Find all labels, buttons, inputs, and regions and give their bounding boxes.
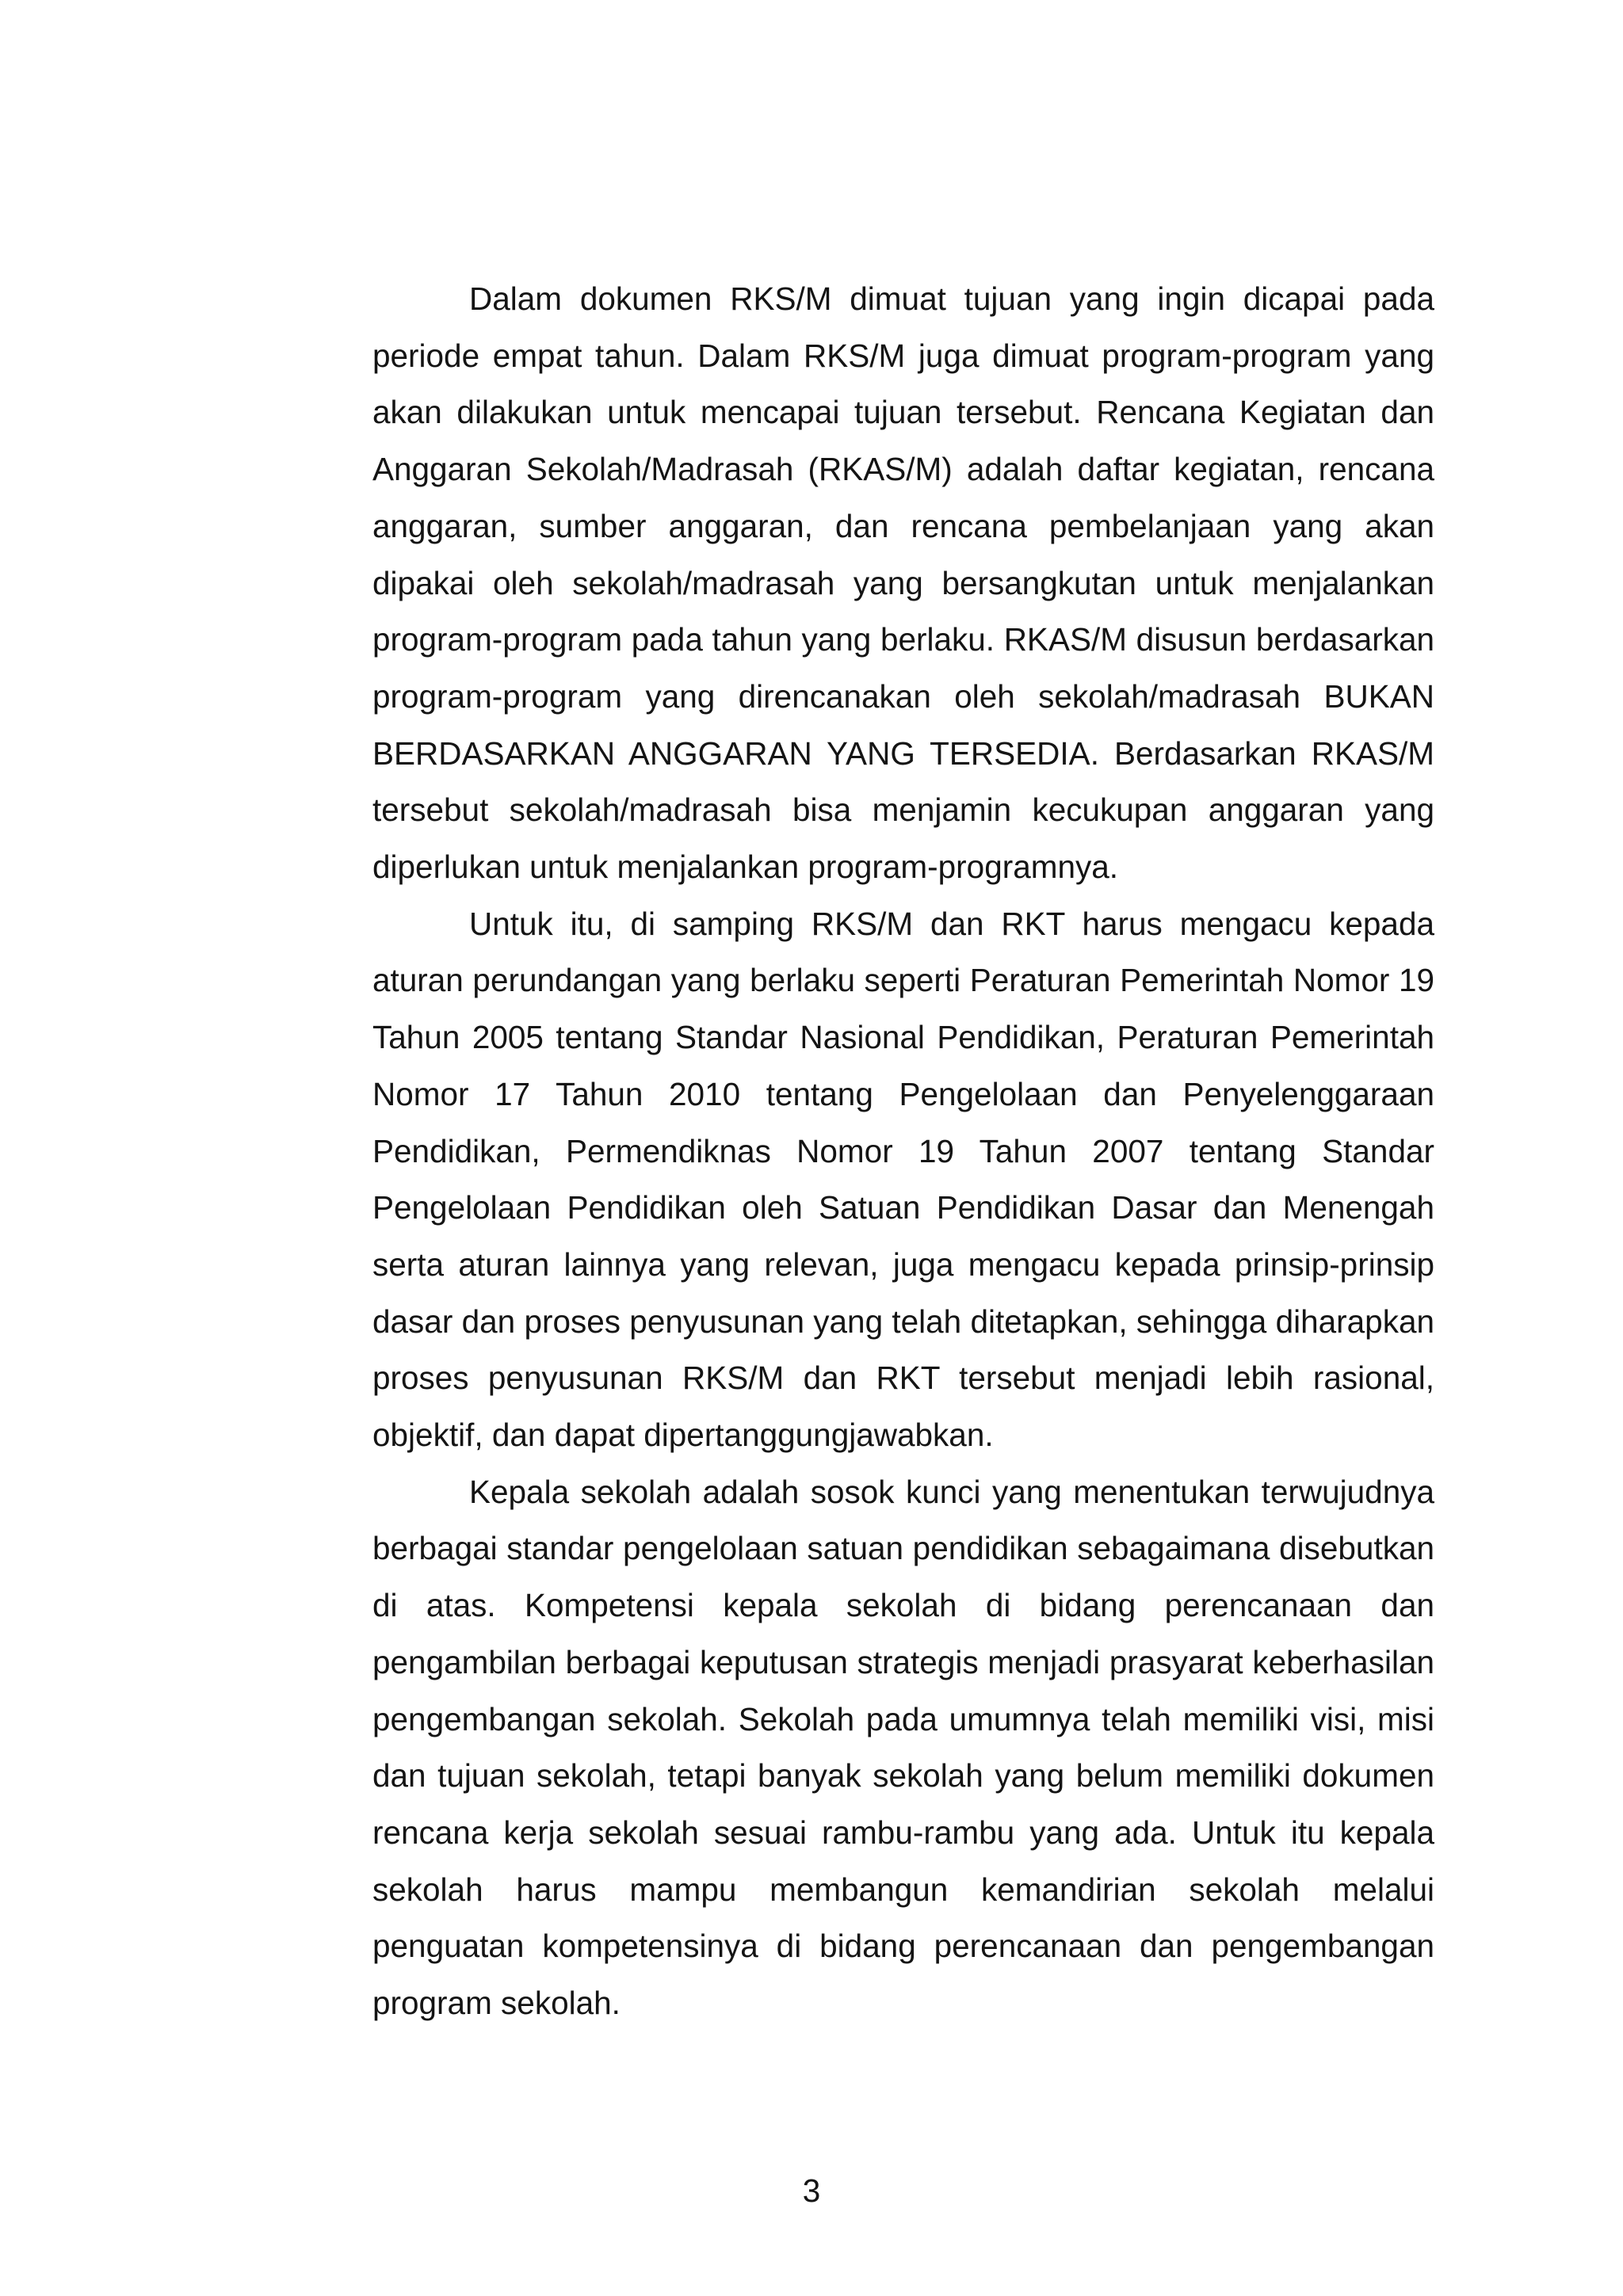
paragraph-aturan-perundangan: Untuk itu, di samping RKS/M dan RKT harus mengacu kepada aturan perundangan yang berlaku seperti Peraturan Pemerintah Nomor 19 Tahun 2005 tentang Standar Nasional Pendidikan, Peraturan Pemerintah Nomor 17 Tahun 2010 tentang Pengelolaan dan Penyelenggaraan Pendidikan, Permendiknas Nomor 19 Tahun 2007 tentang Standar Pengelolaan Pendidikan oleh Satuan Pendidikan Dasar dan Menengah serta aturan lainnya yang relevan, juga mengacu kepada prinsip-prinsip dasar dan proses penyusunan yang telah ditetapkan, sehingga diharapkan proses penyusunan RKS/M dan RKT tersebut menjadi lebih rasional, objektif, dan dapat dipertanggungjawabkan. <box>372 905 1434 1454</box>
paragraph-rks-rkas: Dalam dokumen RKS/M dimuat tujuan yang ingin dicapai pada periode empat tahun. Dalam RKS/M juga dimuat program-program yang akan dilakukan untuk mencapai tujuan tersebut. Rencana Kegiatan dan Anggaran Sekolah/Madrasah (RKAS/M) adalah daftar kegiatan, rencana anggaran, sumber anggaran, dan rencana pembelanjaan yang akan dipakai oleh sekolah/madrasah yang bersangkutan untuk menjalankan program-program pada tahun yang berlaku. RKAS/M disusun berdasarkan program-program yang direncanakan oleh sekolah/madrasah BUKAN BERDASARKAN ANGGARAN YANG TERSEDIA. Berdasarkan RKAS/M tersebut sekolah/madrasah bisa menjamin kecukupan anggaran yang diperlukan untuk menjalankan program-programnya. <box>372 280 1434 886</box>
paragraph-kepala-sekolah: Kepala sekolah adalah sosok kunci yang menentukan terwujudnya berbagai standar pengelolaan satuan pendidikan sebagaimana disebutkan di atas. Kompetensi kepala sekolah di bidang perencanaan dan pengambilan berbagai keputusan strategis menjadi prasyarat keberhasilan pengembangan sekolah. Sekolah pada umumnya telah memiliki visi, misi dan tujuan sekolah, tetapi banyak sekolah yang belum memiliki dokumen rencana kerja sekolah sesuai rambu-rambu yang ada. Untuk itu kepala sekolah harus mampu membangun kemandirian sekolah melalui penguatan kompetensinya di bidang perencanaan dan pengembangan program sekolah. <box>372 1473 1434 2022</box>
document-body <box>372 271 1434 2032</box>
page-number: 3 <box>802 2172 821 2209</box>
